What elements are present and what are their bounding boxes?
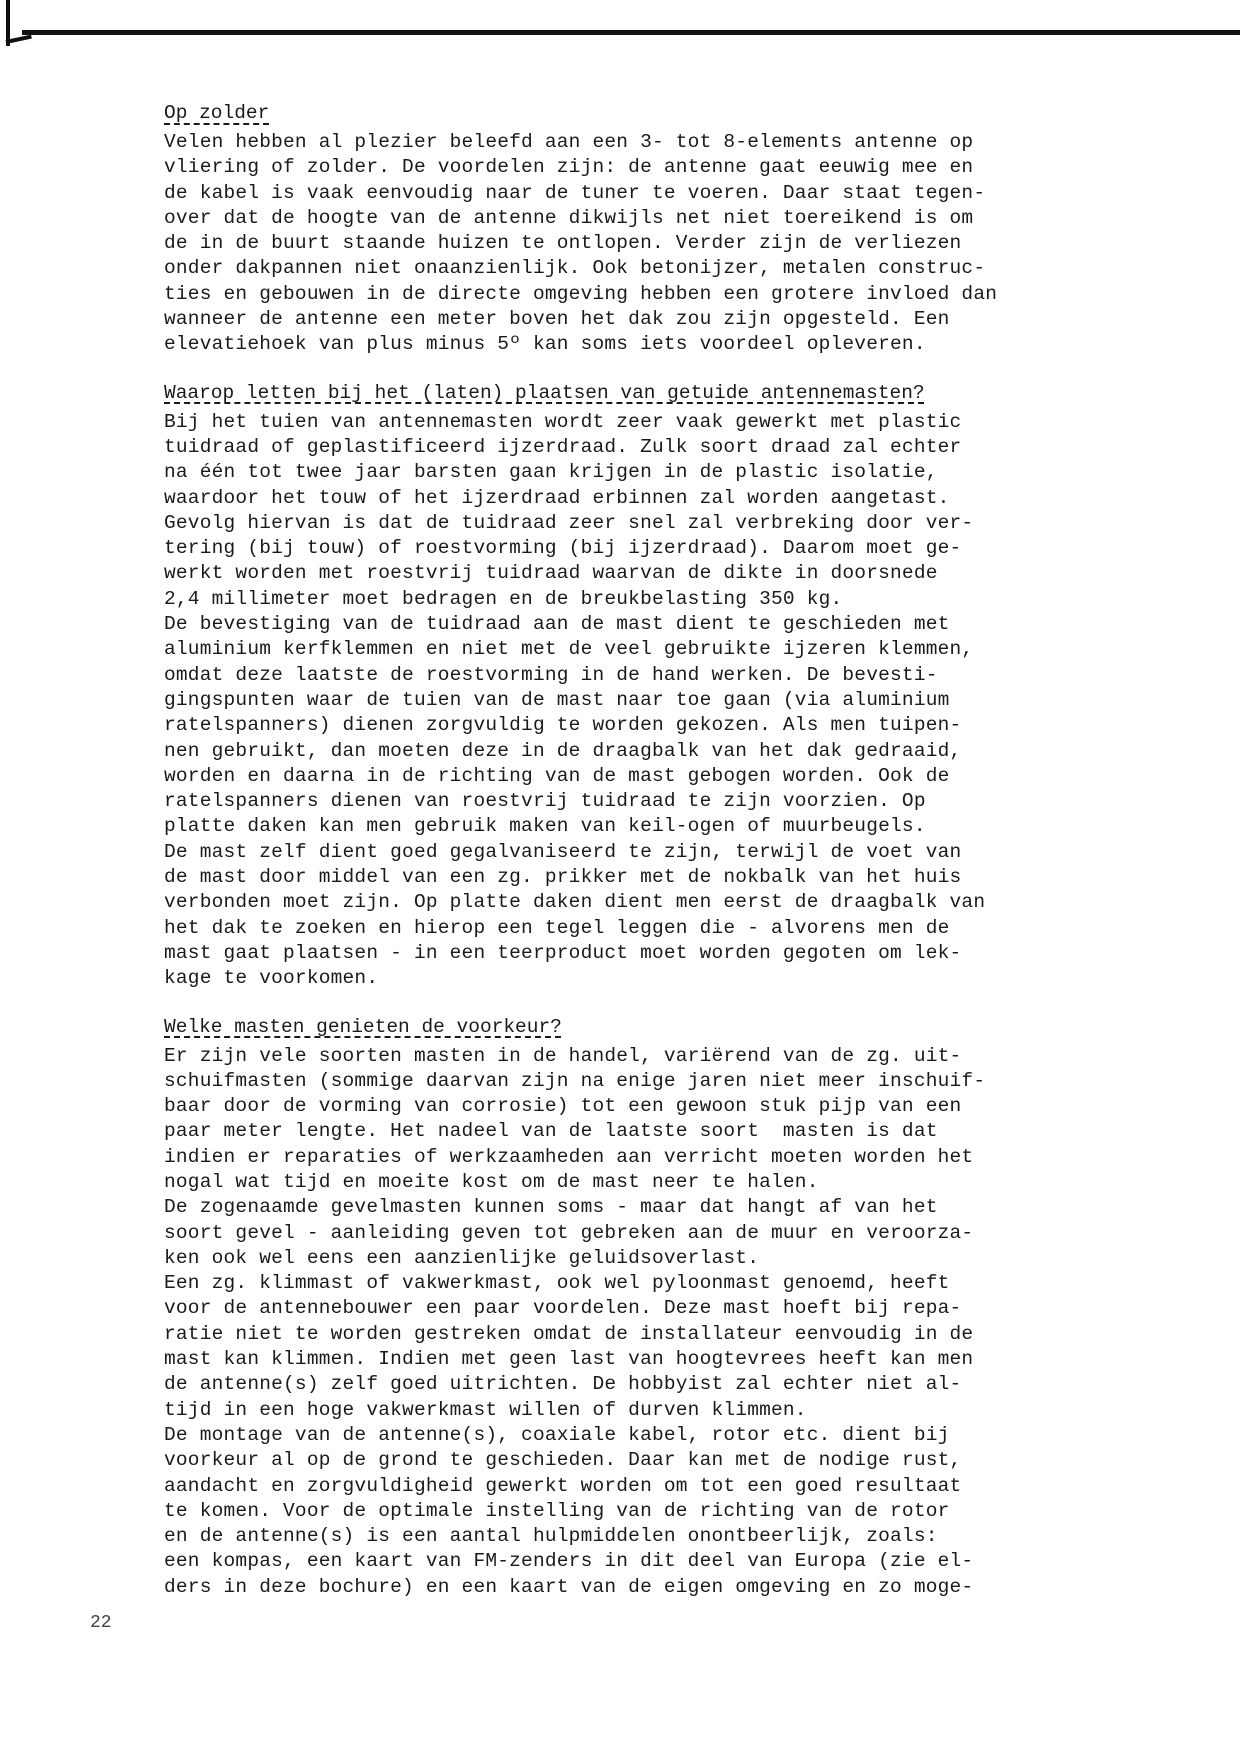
text-line: schuifmasten (sommige daarvan zijn na enige jaren niet meer inschuif- [164, 1069, 986, 1092]
section [164, 1014, 1064, 1601]
text-line: De zogenaamde gevelmasten kunnen soms - maar dat hangt af van het [164, 1196, 938, 1219]
text-column [164, 100, 1064, 1622]
text-line: Gevolg hiervan is dat de tuidraad zeer snel zal verbreking door ver- [164, 511, 974, 534]
text-line: het dak te zoeken en hierop een tegel leggen die - alvorens men de [164, 916, 950, 939]
text-line: wanneer de antenne een meter boven het dak zou zijn opgesteld. Een [164, 308, 950, 331]
section-heading: Waarop letten bij het (laten) plaatsen van getuide antennemasten? [164, 381, 925, 404]
text-line: ratelspanners) dienen zorgvuldig te worden gekozen. Als men tuipen- [164, 714, 962, 737]
page-number: 22 [90, 1613, 112, 1633]
section-heading: Op zolder [164, 102, 270, 124]
text-line: baar door de vorming van corrosie) tot een gewoon stuk pijp van een [164, 1095, 962, 1118]
text-line: waardoor het touw of het ijzerdraad erbinnen zal worden aangetast. [164, 486, 950, 509]
text-line: ken ook wel eens een aanzienlijke geluidsoverlast. [164, 1246, 760, 1269]
text-line: mast kan klimmen. Indien met geen last van hoogtevrees heeft kan men [164, 1348, 974, 1371]
text-line: kage te voorkomen. [164, 967, 379, 990]
text-line: Er zijn vele soorten masten in de handel, variërend van de zg. uit- [164, 1044, 962, 1067]
text-line: de antenne(s) zelf goed uitrichten. De hobbyist zal echter niet al- [164, 1373, 962, 1396]
text-line: vliering of zolder. De voordelen zijn: de antenne gaat eeuwig mee en [164, 156, 974, 179]
text-line: de in de buurt staande huizen te ontlopen. Verder zijn de verliezen [164, 232, 962, 255]
text-line: ratelspanners dienen van roestvrij tuidraad te zijn voorzien. Op [164, 790, 926, 813]
text-line: De montage van de antenne(s), coaxiale kabel, rotor etc. dient bij [164, 1423, 950, 1446]
text-line: de kabel is vaak eenvoudig naar de tuner te voeren. Daar staat tegen- [164, 181, 986, 204]
text-line: 2,4 millimeter moet bedragen en de breukbelasting 350 kg. [164, 587, 843, 610]
text-line: tering (bij touw) of roestvorming (bij ijzerdraad). Daarom moet ge- [164, 537, 962, 560]
text-line: verbonden moet zijn. Op platte daken dient men eerst de draagbalk van [164, 891, 986, 914]
text-line: platte daken kan men gebruik maken van keil-ogen of muurbeugels. [164, 815, 926, 838]
text-line: nogal wat tijd en moeite kost om de mast neer te halen. [164, 1170, 819, 1193]
text-line: elevatiehoek van plus minus 5º kan soms iets voordeel opleveren. [164, 333, 926, 356]
text-line: gingspunten waar de tuien van de mast naar toe gaan (via aluminium [164, 688, 950, 711]
text-line: De bevestiging van de tuidraad aan de mast dient te geschieden met [164, 613, 950, 636]
text-line: ties en gebouwen in de directe omgeving hebben een grotere invloed dan [164, 282, 998, 305]
section-heading: Welke masten genieten de voorkeur? [164, 1015, 562, 1038]
text-line: tuidraad of geplastificeerd ijzerdraad. Zulk soort draad zal echter [164, 435, 962, 458]
text-line: een kompas, een kaart van FM-zenders in dit deel van Europa (zie el- [164, 1550, 974, 1573]
top-rule [22, 30, 1240, 35]
text-line: ders in deze bochure) en een kaart van de eigen omgeving en zo moge- [164, 1575, 974, 1598]
text-line: indien er reparaties of werkzaamheden aan verricht moeten worden het [164, 1145, 974, 1168]
text-line: Een zg. klimmast of vakwerkmast, ook wel pyloonmast genoemd, heeft [164, 1272, 950, 1295]
text-line: na één tot twee jaar barsten gaan krijgen in de plastic isolatie, [164, 461, 938, 484]
text-line: over dat de hoogte van de antenne dikwijls net niet toereikend is om [164, 206, 974, 229]
text-line: voor de antennebouwer een paar voordelen. Deze mast hoeft bij repa- [164, 1297, 962, 1320]
text-line: te komen. Voor de optimale instelling van de richting van de rotor [164, 1499, 950, 1522]
text-line: worden en daarna in de richting van de mast gebogen worden. Ook de [164, 764, 950, 787]
text-line: ratie niet te worden gestreken omdat de installateur eenvoudig in de [164, 1322, 974, 1345]
text-line: De mast zelf dient goed gegalvaniseerd te zijn, terwijl de voet van [164, 840, 962, 863]
text-line: voorkeur al op de grond te geschieden. Daar kan met de nodige rust, [164, 1449, 962, 1472]
text-line: de mast door middel van een zg. prikker met de nokbalk van het huis [164, 866, 962, 889]
text-line: tijd in een hoge vakwerkmast willen of durven klimmen. [164, 1398, 807, 1421]
text-line: omdat deze laatste de roestvorming in de hand werken. De bevesti- [164, 663, 938, 686]
text-line: Bij het tuien van antennemasten wordt zeer vaak gewerkt met plastic [164, 410, 962, 433]
text-line: soort gevel - aanleiding geven tot gebreken aan de muur en veroorza- [164, 1221, 974, 1244]
text-line: werkt worden met roestvrij tuidraad waarvan de dikte in doorsnede [164, 562, 938, 585]
section [164, 380, 1064, 992]
text-line: en de antenne(s) is een aantal hulpmiddelen onontbeerlijk, zoals: [164, 1525, 938, 1548]
text-line: mast gaat plaatsen - in een teerproduct moet worden gegoten om lek- [164, 941, 962, 964]
text-line: nen gebruikt, dan moeten deze in de draagbalk van het dak gedraaid, [164, 739, 962, 762]
text-line: paar meter lengte. Het nadeel van de laatste soort masten is dat [164, 1120, 938, 1143]
text-line: aandacht en zorgvuldigheid gewerkt worden om tot een goed resultaat [164, 1474, 962, 1497]
section [164, 100, 1064, 358]
text-line: Velen hebben al plezier beleefd aan een 3- tot 8-elements antenne op [164, 131, 974, 153]
text-line: aluminium kerfklemmen en niet met de veel gebruikte ijzeren klemmen, [164, 638, 974, 661]
text-line: onder dakpannen niet onaanzienlijk. Ook betonijzer, metalen construc- [164, 257, 986, 280]
